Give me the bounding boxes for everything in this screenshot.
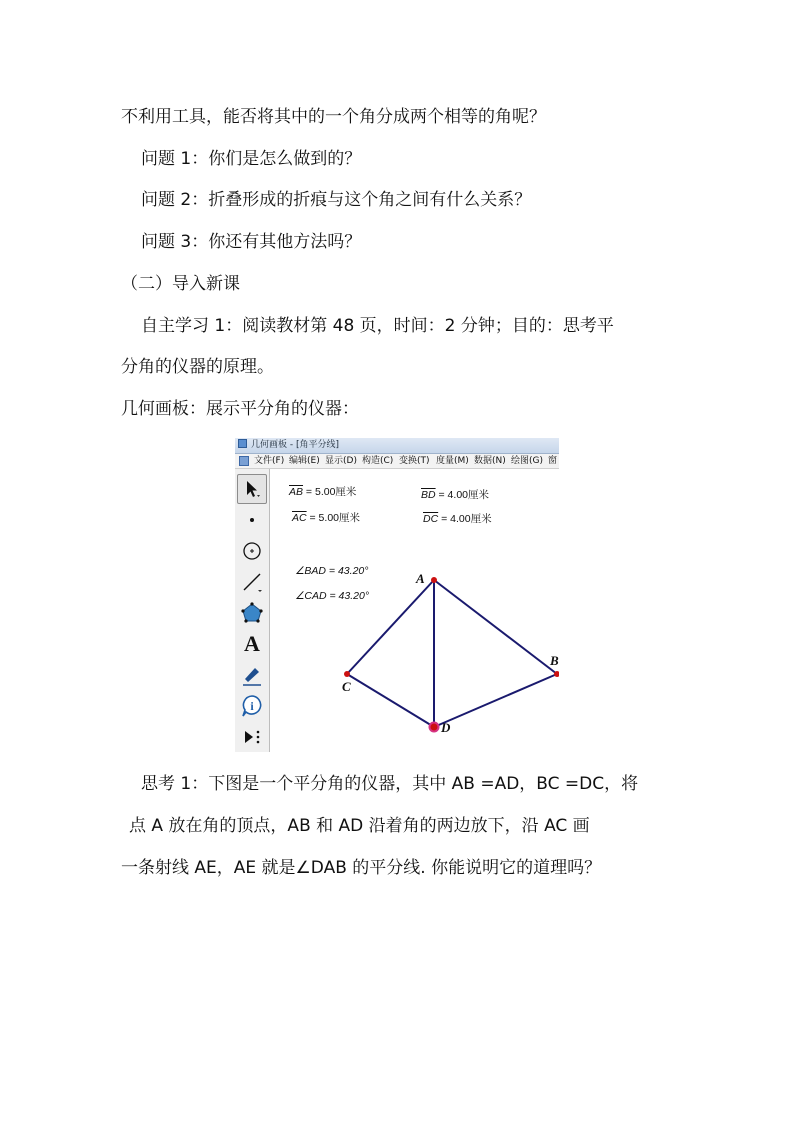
think-line-1: 思考 1：下图是一个平分角的仪器，其中 AB =AD，BC =DC，将	[141, 774, 639, 794]
question-1: 问题 1：你们是怎么做到的？	[141, 149, 362, 169]
menu-transform[interactable]: 变换(T)	[399, 456, 430, 466]
tool-panel	[235, 469, 270, 752]
label-d: D	[441, 720, 451, 735]
point-d[interactable]	[430, 723, 439, 732]
menu-file[interactable]: 文件(F)	[254, 456, 285, 466]
svg-text:i: i	[250, 699, 254, 713]
board-intro: 几何画板：展示平分角的仪器：	[121, 399, 359, 419]
point-a[interactable]	[431, 577, 437, 583]
segment-ac[interactable]	[347, 580, 434, 674]
segment-bd[interactable]	[434, 674, 557, 727]
menu-data[interactable]: 数据(N)	[474, 456, 506, 466]
menu-bar	[235, 454, 559, 469]
text-tool-icon[interactable]: A	[244, 631, 260, 656]
section-heading: （二）导入新课	[121, 274, 240, 294]
label-c: C	[342, 679, 351, 694]
menu-edit[interactable]: 编辑(E)	[289, 456, 320, 466]
sketch-canvas[interactable]	[270, 469, 559, 752]
menu-display[interactable]: 显示(D)	[325, 456, 357, 466]
question-3: 问题 3：你还有其他方法吗？	[141, 232, 362, 252]
menu-graph[interactable]: 绘图(G)	[511, 456, 543, 466]
menu-construct[interactable]: 构造(C)	[362, 456, 394, 466]
question-2: 问题 2：折叠形成的折痕与这个角之间有什么关系？	[141, 190, 532, 210]
sketchpad-screenshot	[235, 438, 559, 752]
measure-angle-bad: ∠BAD = 43.20°	[295, 565, 369, 577]
label-b: B	[550, 653, 559, 668]
study-line-2: 分角的仪器的原理。	[121, 357, 274, 377]
straightedge-tool-icon[interactable]	[237, 567, 267, 597]
paragraph-intro: 不利用工具，能否将其中的一个角分成两个相等的角呢？	[121, 107, 546, 127]
window-titlebar	[235, 438, 559, 454]
measure-angle-cad: ∠CAD = 43.20°	[295, 590, 370, 602]
compass-tool-icon[interactable]	[237, 536, 267, 566]
segment-cd[interactable]	[347, 674, 434, 727]
study-line-1: 自主学习 1：阅读教材第 48 页，时间：2 分钟；目的：思考平	[141, 316, 614, 336]
window-title: 几何画板 - [角平分线]	[251, 440, 339, 450]
segment-ab[interactable]	[434, 580, 557, 674]
point-c[interactable]	[344, 671, 350, 677]
geometry-figure	[270, 469, 559, 752]
menu-measure[interactable]: 度量(M)	[436, 456, 469, 466]
measure-ac: $\overline{AC} = 5.00$厘米	[292, 512, 360, 524]
label-a: A	[416, 571, 425, 586]
arrow-tool-icon[interactable]	[237, 474, 267, 504]
point-tool-icon[interactable]	[237, 505, 267, 535]
polygon-tool-icon[interactable]	[237, 598, 267, 628]
measure-bd: $\overline{BD} = 4.00$厘米	[421, 489, 489, 501]
info-tool-icon[interactable]	[237, 691, 267, 721]
think-line-2: 点 A 放在角的顶点，AB 和 AD 沿着角的两边放下，沿 AC 画	[129, 816, 590, 836]
app-icon	[238, 439, 247, 448]
menu-window[interactable]: 窗	[548, 456, 558, 466]
marker-tool-icon[interactable]	[237, 660, 267, 690]
custom-tool-icon[interactable]	[237, 722, 267, 752]
measure-ab: $\overline{AB} = 5.00$厘米	[289, 486, 357, 498]
think-line-3: 一条射线 AE，AE 就是∠DAB 的平分线. 你能说明它的道理吗？	[121, 858, 602, 878]
measure-dc: $\overline{DC} = 4.00$厘米	[423, 513, 492, 525]
document-icon	[239, 456, 249, 466]
